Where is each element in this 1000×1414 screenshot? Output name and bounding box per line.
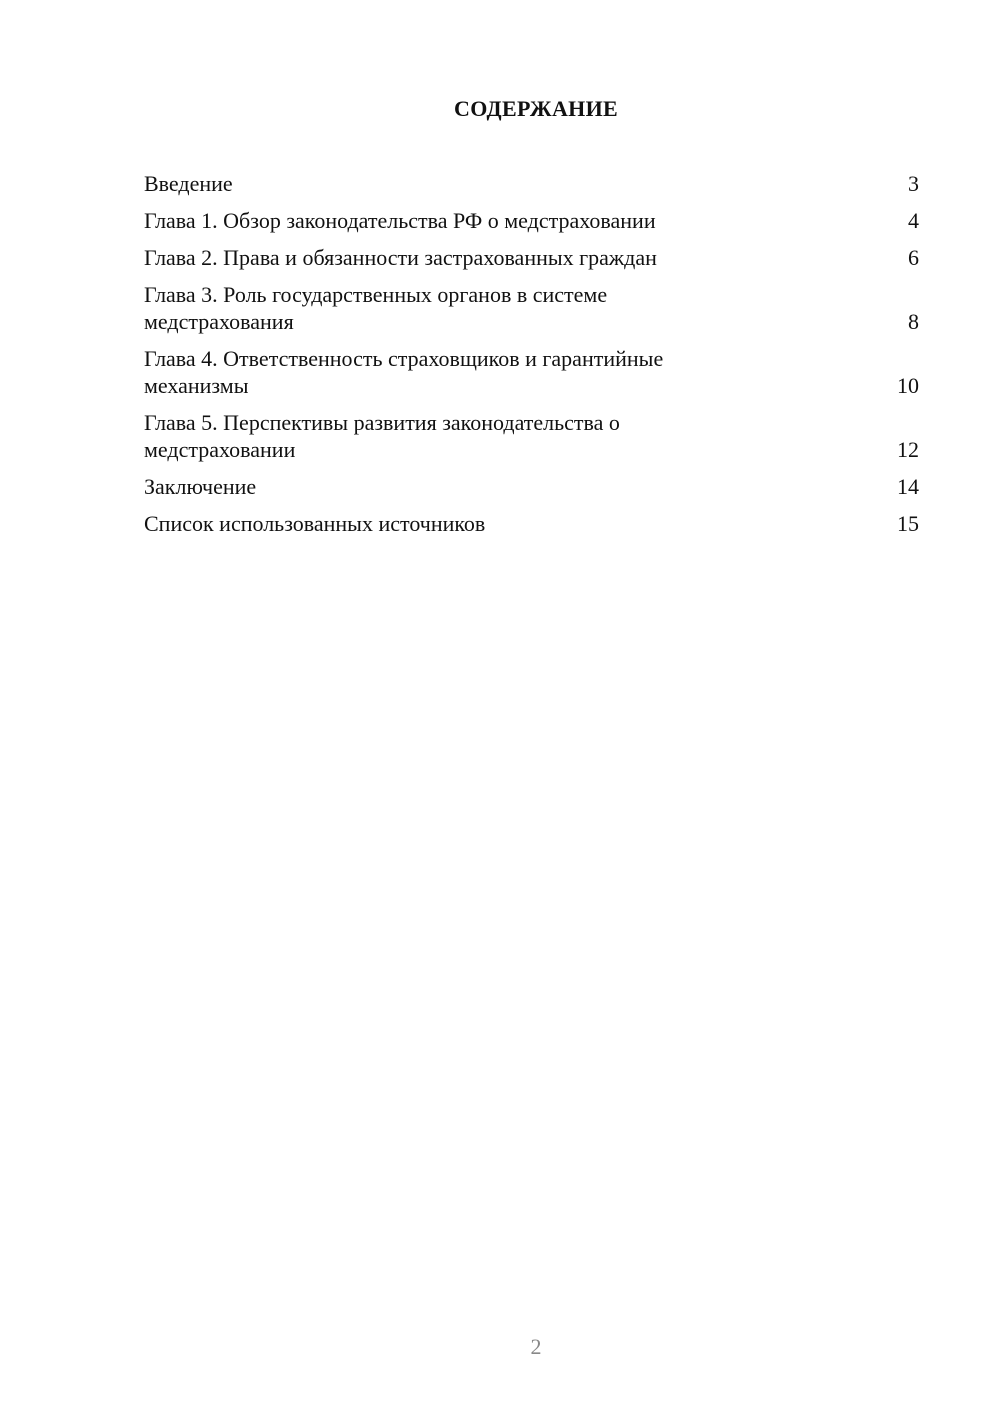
page-number: 2 bbox=[530, 1334, 542, 1359]
toc-entry-label: Глава 2. Права и обязанности застрахованных граждан bbox=[144, 245, 657, 270]
toc-entry-label bbox=[144, 409, 744, 463]
toc-entry-page: 8 bbox=[908, 309, 919, 334]
toc-entry-label: Введение bbox=[144, 171, 233, 196]
toc-entry-label-line: медстраховании bbox=[144, 437, 296, 462]
toc-entry-page: 3 bbox=[908, 171, 919, 196]
toc-entry-label bbox=[144, 345, 744, 399]
toc-entry-page: 14 bbox=[897, 474, 919, 499]
page-title: СОДЕРЖАНИЕ bbox=[454, 96, 618, 121]
toc-entry-label-line: медстрахования bbox=[144, 309, 294, 334]
toc-entry-page: 6 bbox=[908, 245, 919, 270]
toc-entry-chapter-4 bbox=[144, 345, 919, 399]
table-of-contents bbox=[144, 170, 919, 547]
toc-entry-page: 15 bbox=[897, 511, 919, 536]
toc-entry-label-line: Глава 3. Роль государственных органов в системе bbox=[144, 282, 608, 307]
toc-entry-label-line: Глава 5. Перспективы развития законодательства о bbox=[144, 410, 620, 435]
toc-entry-page: 10 bbox=[897, 373, 919, 398]
toc-entry-label: Глава 1. Обзор законодательства РФ о медстраховании bbox=[144, 208, 656, 233]
toc-entry-label-line: механизмы bbox=[144, 373, 249, 398]
toc-entry-chapter-5 bbox=[144, 409, 919, 463]
toc-entry-chapter-1 bbox=[144, 207, 919, 234]
toc-entry-label: Список использованных источников bbox=[144, 511, 486, 536]
toc-entry-page: 12 bbox=[897, 437, 919, 462]
toc-entry-chapter-3 bbox=[144, 281, 919, 335]
toc-entry-references bbox=[144, 510, 919, 537]
toc-entry-page: 4 bbox=[908, 208, 919, 233]
toc-entry-label-line: Глава 4. Ответственность страховщиков и гарантийные bbox=[144, 346, 664, 371]
toc-entry-chapter-2 bbox=[144, 244, 919, 271]
toc-entry-introduction bbox=[144, 170, 919, 197]
toc-entry-conclusion bbox=[144, 473, 919, 500]
toc-entry-label bbox=[144, 281, 744, 335]
toc-entry-label: Заключение bbox=[144, 474, 257, 499]
